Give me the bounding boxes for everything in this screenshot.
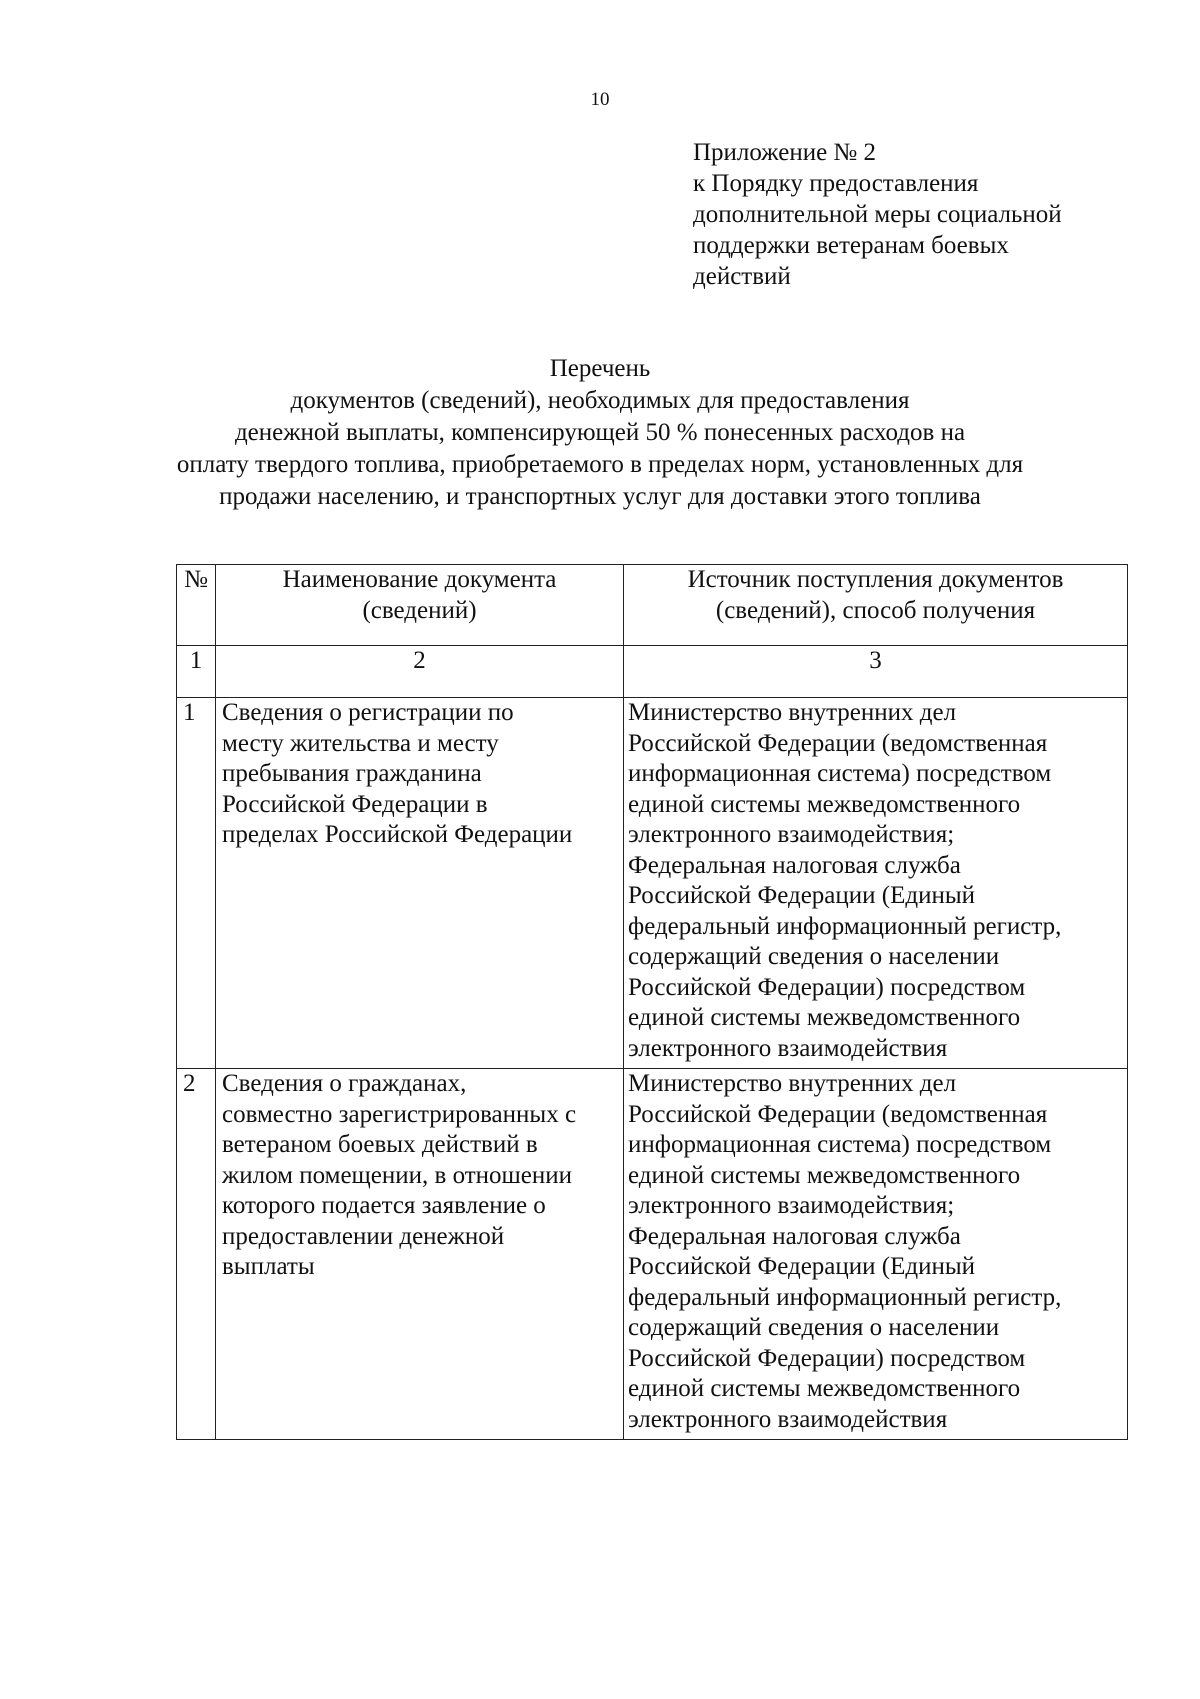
document-title <box>0 353 1200 513</box>
cell-line: электронного взаимодействия <box>628 1405 948 1433</box>
cell-line: единой системы межведомственного <box>628 1375 1021 1402</box>
table-header-row <box>177 565 1128 646</box>
cell-line: Российской Федерации) посредством <box>628 1344 1026 1372</box>
cell-line: предоставлении денежной <box>222 1222 505 1250</box>
cell-line: единой системы межведомственного <box>628 1161 1021 1189</box>
cell-line: Сведения о регистрации по <box>222 699 514 726</box>
cell-line: пребывания гражданина <box>222 760 482 787</box>
row-document-name <box>216 1069 624 1440</box>
cell-line: информационная система) посредством <box>628 760 1052 787</box>
page-number: 10 <box>590 89 610 110</box>
column-number: 3 <box>624 646 1128 698</box>
cell-line: Министерство внутренних дел <box>628 1070 957 1097</box>
cell-line: единой системы межведомственного <box>628 790 1021 818</box>
cell-line: электронного взаимодействия <box>628 1034 948 1062</box>
documents-table <box>176 564 1128 1440</box>
title-line: оплату твердого топлива, приобретаемого в пределах норм, установленных для <box>176 451 1024 478</box>
appendix-line: действий <box>693 263 791 290</box>
cell-line: содержащий сведения о населении <box>628 943 1000 970</box>
cell-line: федеральный информационный регистр, <box>628 912 1062 940</box>
cell-line: федеральный информационный регистр, <box>628 1283 1062 1311</box>
appendix-line: Приложение № 2 <box>693 139 877 166</box>
appendix-line: поддержки ветеранам боевых <box>693 232 1009 259</box>
header-source <box>624 565 1128 646</box>
cell-line: месту жительства и месту <box>222 729 499 757</box>
cell-line: единой системы межведомственного <box>628 1004 1021 1031</box>
row-number: 1 <box>177 698 216 1069</box>
title-heading: Перечень <box>549 355 651 382</box>
cell-line: совместно зарегистрированных с <box>222 1100 577 1128</box>
header-name-line: (сведений) <box>362 596 477 624</box>
column-number: 1 <box>177 646 216 698</box>
header-source-line: (сведений), способ получения <box>715 596 1036 624</box>
cell-line: Министерство внутренних дел <box>628 699 957 726</box>
cell-line: Федеральная налоговая служба <box>628 1222 961 1250</box>
header-name-line: Наименование документа <box>282 566 557 593</box>
cell-line: Сведения о гражданах, <box>222 1070 467 1097</box>
cell-line: Российской Федерации (Единый <box>628 1253 976 1280</box>
table-row <box>177 698 1128 1069</box>
cell-line: Российской Федерации (ведомственная <box>628 729 1048 757</box>
cell-line: которого подается заявление о <box>222 1192 546 1219</box>
row-document-source <box>624 1069 1128 1440</box>
cell-line: ветераном боевых действий в <box>222 1131 538 1158</box>
title-line: денежной выплаты, компенсирующей 50 % понесенных расходов на <box>234 419 966 446</box>
cell-line: жилом помещении, в отношении <box>222 1161 573 1189</box>
appendix-line: к Порядку предоставления <box>693 170 979 197</box>
appendix-line: дополнительной меры социальной <box>693 201 1062 228</box>
header-number: № <box>177 565 216 646</box>
cell-line: Российской Федерации (ведомственная <box>628 1100 1048 1128</box>
cell-line: Российской Федерации) посредством <box>628 973 1026 1001</box>
row-document-name <box>216 698 624 1069</box>
row-document-source <box>624 698 1128 1069</box>
cell-line: пределах Российской Федерации <box>222 821 573 848</box>
cell-line: электронного взаимодействия; <box>628 821 955 848</box>
title-line: продажи населению, и транспортных услуг для доставки этого топлива <box>219 483 981 510</box>
column-number-row <box>177 646 1128 698</box>
column-number: 2 <box>216 646 624 698</box>
header-name <box>216 565 624 646</box>
cell-line: Федеральная налоговая служба <box>628 851 961 879</box>
appendix-block <box>693 137 1153 292</box>
cell-line: Российской Федерации (Единый <box>628 882 976 909</box>
header-source-line: Источник поступления документов <box>687 566 1064 593</box>
title-line: документов (сведений), необходимых для предоставления <box>290 387 910 414</box>
cell-line: информационная система) посредством <box>628 1131 1052 1158</box>
cell-line: Российской Федерации в <box>222 790 488 818</box>
row-number: 2 <box>177 1069 216 1440</box>
cell-line: выплаты <box>222 1253 315 1280</box>
table-row <box>177 1069 1128 1440</box>
cell-line: содержащий сведения о населении <box>628 1314 1000 1341</box>
cell-line: электронного взаимодействия; <box>628 1192 955 1219</box>
